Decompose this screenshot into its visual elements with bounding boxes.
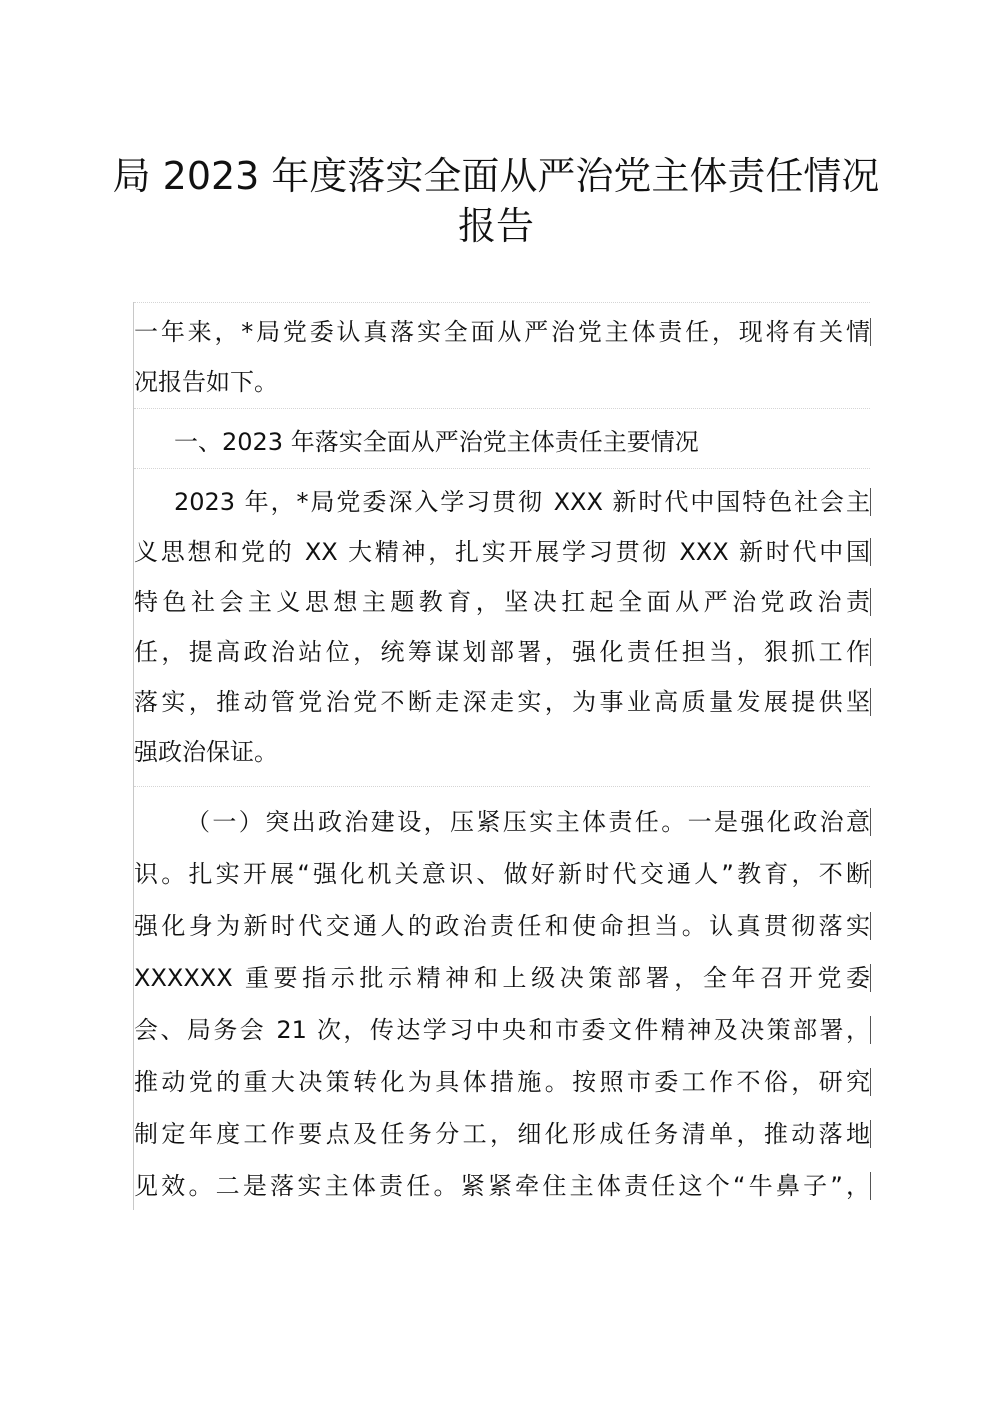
paragraph-3-line-1: （一）突出政治建设，压紧压实主体责任。一是强化政治意 xyxy=(186,808,870,836)
paragraph-3-line-3: 强化身为新时代交通人的政治责任和使命担当。认真贯彻落实 xyxy=(134,912,870,940)
margin-mark xyxy=(870,808,871,836)
paragraph-2-line-1: 2023 年，*局党委深入学习贯彻 XXX 新时代中国特色社会主 xyxy=(174,488,870,516)
margin-mark xyxy=(870,488,871,516)
margin-mark xyxy=(870,588,871,616)
margin-mark xyxy=(870,638,871,666)
document-body xyxy=(133,302,870,1210)
margin-mark xyxy=(870,1120,871,1148)
margin-mark xyxy=(870,1016,871,1044)
margin-mark xyxy=(870,964,871,992)
paragraph-3-line-4: XXXXXX 重要指示批示精神和上级决策部署，全年召开党委 xyxy=(134,964,870,992)
paragraph-3-line-7: 制定年度工作要点及任务分工，细化形成任务清单，推动落地 xyxy=(134,1120,870,1148)
document-title-line-1: 局 2023 年度落实全面从严治党主体责任情况 xyxy=(112,154,880,198)
paragraph-2-line-6: 强政治保证。 xyxy=(134,738,278,766)
paragraph-1-line-1: 一年来，*局党委认真落实全面从严治党主体责任，现将有关情 xyxy=(134,318,870,346)
section-rule xyxy=(134,468,870,469)
margin-mark xyxy=(870,1172,871,1200)
paragraph-3-line-6: 推动党的重大决策转化为具体措施。按照市委工作不俗，研究 xyxy=(134,1068,870,1096)
paragraph-2-line-3: 特色社会主义思想主题教育，坚决扛起全面从严治党政治责 xyxy=(134,588,870,616)
margin-mark xyxy=(870,688,871,716)
paragraph-1-line-2: 况报告如下。 xyxy=(134,368,278,396)
margin-mark xyxy=(870,860,871,888)
paragraph-3-line-8: 见效。二是落实主体责任。紧紧牵住主体责任这个“牛鼻子”， xyxy=(134,1172,870,1200)
paragraph-3-line-5: 会、局务会 21 次，传达学习中央和市委文件精神及决策部署， xyxy=(134,1016,870,1044)
margin-mark xyxy=(870,912,871,940)
paragraph-3-line-2: 识。扎实开展“强化机关意识、做好新时代交通人”教育，不断 xyxy=(134,860,870,888)
section-heading: 一、2023 年落实全面从严治党主体责任主要情况 xyxy=(174,428,699,456)
section-rule xyxy=(134,786,870,787)
section-rule xyxy=(134,408,870,409)
paragraph-2-line-4: 任，提高政治站位，统筹谋划部署，强化责任担当，狠抓工作 xyxy=(134,638,870,666)
document-title-line-2: 报告 xyxy=(457,204,534,248)
margin-mark xyxy=(870,318,871,346)
margin-mark xyxy=(870,1068,871,1096)
margin-mark xyxy=(870,538,871,566)
text-frame-top-rule xyxy=(134,302,870,303)
paragraph-2-line-5: 落实，推动管党治党不断走深走实，为事业高质量发展提供坚 xyxy=(134,688,870,716)
paragraph-2-line-2: 义思想和党的 XX 大精神，扎实开展学习贯彻 XXX 新时代中国 xyxy=(134,538,870,566)
